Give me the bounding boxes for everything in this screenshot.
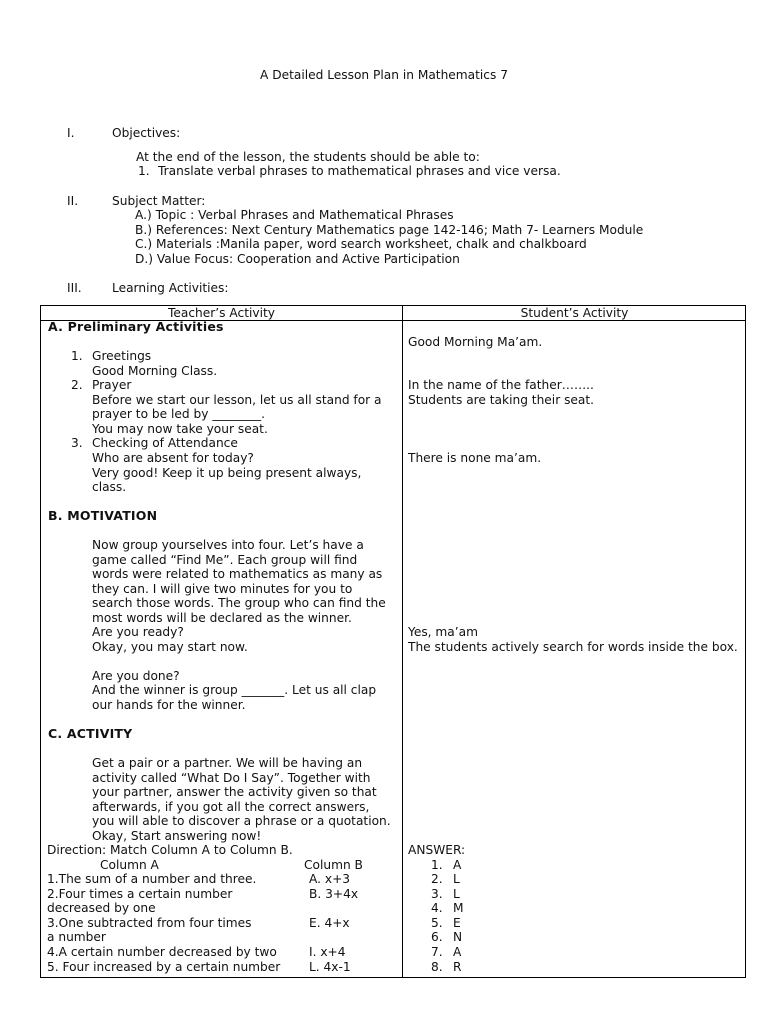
greetings-title: Greetings (92, 349, 152, 363)
subject-matter-value-focus: D.) Value Focus: Cooperation and Active Participation (135, 252, 460, 266)
column-b-item: B. 3+4x (309, 887, 359, 901)
student-response: There is none ma’am. (408, 451, 542, 465)
answer-number: 3. (431, 887, 443, 901)
answer-value: R (453, 960, 462, 974)
prayer-title: Prayer (92, 378, 132, 392)
motivation-line: Now group yourselves into four. Let’s have a (92, 538, 364, 552)
column-a-item: 4.A certain number decreased by two (47, 945, 277, 959)
column-b-item: A. x+3 (309, 872, 351, 886)
attendance-line: Who are absent for today? (92, 451, 254, 465)
prayer-line: Before we start our lesson, let us all stand for a (92, 393, 382, 407)
motivation-line: words were related to mathematics as many as (92, 567, 383, 581)
greetings-line: Good Morning Class. (92, 364, 218, 378)
motivation-line: And the winner is group _______. Let us all clap (92, 683, 377, 697)
answer-number: 8. (431, 960, 443, 974)
answer-value: L (453, 872, 460, 886)
objective-item-number: 1. (138, 164, 150, 178)
answer-number: 5. (431, 916, 443, 930)
attendance-line: class. (92, 480, 127, 494)
motivation-line: search those words. The group who can find the (92, 596, 386, 610)
column-b-item: I. x+4 (309, 945, 346, 959)
activity-heading: C. ACTIVITY (48, 726, 133, 741)
prayer-line: You may now take your seat. (92, 422, 268, 436)
subject-matter-materials: C.) Materials :Manila paper, word search worksheet, chalk and chalkboard (135, 237, 587, 251)
answer-number: 6. (431, 930, 443, 944)
section-numeral-learning-activities: III. (67, 281, 82, 295)
column-a-item: 2.Four times a certain number (47, 887, 233, 901)
column-b-item: E. 4+x (309, 916, 350, 930)
answer-number: 2. (431, 872, 443, 886)
activity-line: activity called “What Do I Say”. Together with (92, 771, 371, 785)
student-response: In the name of the father…….. (408, 378, 594, 392)
answer-value: E (453, 916, 461, 930)
answer-value: M (453, 901, 464, 915)
motivation-line: Are you ready? (92, 625, 184, 639)
item-number: 1. (71, 349, 83, 363)
student-response: Good Morning Ma’am. (408, 335, 543, 349)
answer-value: A (453, 858, 462, 872)
document-title: A Detailed Lesson Plan in Mathematics 7 (259, 68, 508, 82)
answer-number: 7. (431, 945, 443, 959)
table-column-divider (402, 306, 403, 977)
section-numeral-subject-matter: II. (67, 194, 79, 208)
motivation-line: most words will be declared as the winner. (92, 611, 352, 625)
objectives-intro: At the end of the lesson, the students should be able to: (136, 150, 480, 164)
column-a-item: a number (47, 930, 106, 944)
answer-value: L (453, 887, 460, 901)
attendance-line: Very good! Keep it up being present always, (92, 466, 362, 480)
column-a-item: 3.One subtracted from four times (47, 916, 252, 930)
column-a-item: 5. Four increased by a certain number (47, 960, 281, 974)
answer-number: 4. (431, 901, 443, 915)
activity-line: your partner, answer the activity given so that (92, 785, 377, 799)
motivation-line: game called “Find Me”. Each group will find (92, 553, 358, 567)
answer-value: A (453, 945, 462, 959)
section-heading-learning-activities: Learning Activities: (112, 281, 229, 295)
column-a-item: 1.The sum of a number and three. (47, 872, 257, 886)
activity-line: you will able to discover a phrase or a quotation. (92, 814, 391, 828)
answer-label: ANSWER: (408, 843, 466, 857)
subject-matter-topic: A.) Topic : Verbal Phrases and Mathematical Phrases (135, 208, 454, 222)
student-response: Yes, ma’am (408, 625, 478, 639)
section-heading-subject-matter: Subject Matter: (112, 194, 206, 208)
header-teacher-activity: Teacher’s Activity (168, 306, 275, 320)
motivation-line: Okay, you may start now. (92, 640, 248, 654)
item-number: 2. (71, 378, 83, 392)
answer-number: 1. (431, 858, 443, 872)
column-a-heading: Column A (100, 858, 159, 872)
column-b-heading: Column B (304, 858, 363, 872)
prayer-line: prayer to be led by ________. (92, 407, 265, 421)
objective-item: Translate verbal phrases to mathematical phrases and vice versa. (158, 164, 561, 178)
activity-direction: Direction: Match Column A to Column B. (47, 843, 293, 857)
column-a-item: decreased by one (47, 901, 156, 915)
activity-line: Get a pair or a partner. We will be having an (92, 756, 363, 770)
activity-line: afterwards, if you got all the correct answers, (92, 800, 370, 814)
section-numeral-objectives: I. (67, 126, 75, 140)
answer-value: N (453, 930, 463, 944)
item-number: 3. (71, 436, 83, 450)
student-response: Students are taking their seat. (408, 393, 595, 407)
preliminary-activities-heading: A. Preliminary Activities (48, 319, 224, 334)
activity-line: Okay, Start answering now! (92, 829, 262, 843)
attendance-title: Checking of Attendance (92, 436, 238, 450)
header-student-activity: Student’s Activity (520, 306, 629, 320)
motivation-line: they can. I will give two minutes for you to (92, 582, 353, 596)
student-response: The students actively search for words inside the box. (408, 640, 738, 654)
activities-table (40, 305, 746, 978)
motivation-line: our hands for the winner. (92, 698, 246, 712)
subject-matter-references: B.) References: Next Century Mathematics page 142-146; Math 7- Learners Module (135, 223, 644, 237)
motivation-line: Are you done? (92, 669, 180, 683)
section-heading-objectives: Objectives: (112, 126, 181, 140)
column-b-item: L. 4x-1 (309, 960, 351, 974)
motivation-heading: B. MOTIVATION (48, 508, 158, 523)
